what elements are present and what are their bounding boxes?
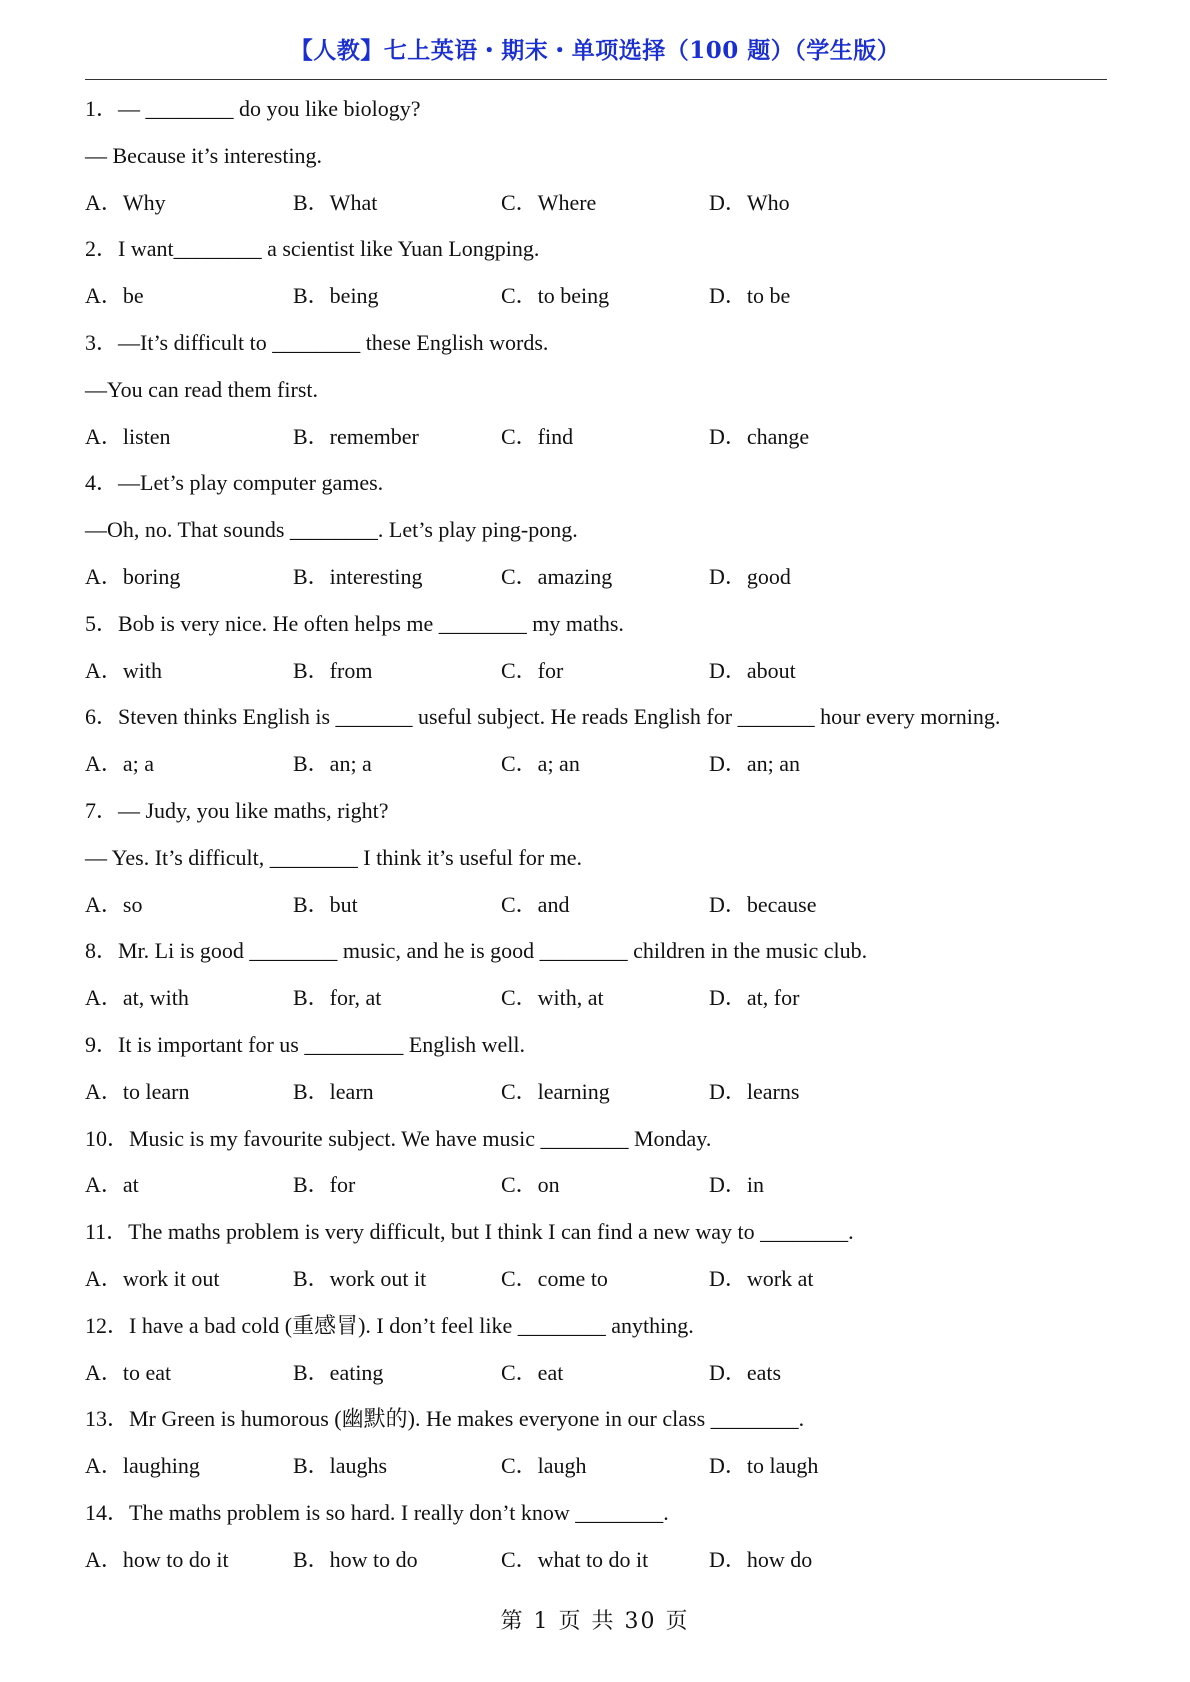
option-a: A．so — [85, 891, 143, 917]
question-14 — [85, 1494, 1115, 1588]
option-a: A．to learn — [85, 1078, 190, 1104]
option-b: B．learn — [293, 1078, 374, 1104]
document-header-title: 【人教】七上英语・期末・单项选择（100 题）（学生版） — [289, 37, 901, 64]
option-d: D．work at — [709, 1265, 814, 1291]
option-b: B．remember — [293, 423, 419, 449]
option-a: A．work it out — [85, 1265, 220, 1291]
option-c: C．amazing — [501, 563, 613, 589]
option-c: C．laugh — [501, 1453, 587, 1479]
question-2 — [85, 230, 1115, 324]
answer-options — [85, 886, 1115, 933]
answer-options — [85, 1541, 1115, 1588]
option-d: D．to be — [709, 283, 791, 309]
option-a: A．listen — [85, 423, 171, 449]
answer-options — [85, 652, 1115, 699]
option-c: C．what to do it — [501, 1546, 649, 1572]
answer-options — [85, 745, 1115, 792]
header-divider — [85, 79, 1107, 80]
option-d: D．to laugh — [709, 1453, 819, 1479]
option-c: C．to being — [501, 283, 610, 309]
option-c: C．a; an — [501, 751, 580, 777]
option-d: D．how do — [709, 1546, 813, 1572]
question-7 — [85, 792, 1115, 932]
answer-options — [85, 1447, 1115, 1494]
option-a: A．at, with — [85, 985, 189, 1011]
option-b: B．an; a — [293, 751, 372, 777]
option-b: B．eating — [293, 1359, 384, 1385]
answer-options — [85, 1354, 1115, 1401]
option-a: A．with — [85, 657, 163, 683]
option-d: D．at, for — [709, 985, 800, 1011]
question-stem: —You can read them first. — [85, 376, 318, 402]
question-stem: 8．Mr. Li is good ________ music, and he is good ________ children in the music club. — [85, 938, 868, 964]
option-b: B．interesting — [293, 563, 423, 589]
option-b: B．What — [293, 189, 378, 215]
question-stem: 7．— Judy, you like maths, right? — [85, 797, 389, 823]
option-c: C．learning — [501, 1078, 610, 1104]
option-d: D．in — [709, 1172, 765, 1198]
option-d: D．good — [709, 563, 791, 589]
option-a: A．be — [85, 283, 144, 309]
option-b: B．how to do — [293, 1546, 418, 1572]
option-c: C．with, at — [501, 985, 604, 1011]
question-stem: 5．Bob is very nice. He often helps me ________ my maths. — [85, 610, 624, 636]
question-stem: 4．—Let’s play computer games. — [85, 470, 384, 496]
option-b: B．for — [293, 1172, 356, 1198]
question-13 — [85, 1400, 1115, 1494]
question-stem: 12．I have a bad cold (重感冒). I don’t feel like ________ anything. — [85, 1312, 694, 1338]
question-stem: 2．I want________ a scientist like Yuan Longping. — [85, 236, 540, 262]
question-stem: — Yes. It’s difficult, ________ I think it’s useful for me. — [85, 844, 583, 870]
question-8 — [85, 932, 1115, 1026]
page-number-footer: 第 1 页 共 30 页 — [500, 1609, 690, 1634]
option-c: C．on — [501, 1172, 560, 1198]
option-a: A．to eat — [85, 1359, 172, 1385]
question-12 — [85, 1307, 1115, 1401]
option-b: B．work out it — [293, 1265, 427, 1291]
question-stem: 13．Mr Green is humorous (幽默的). He makes everyone in our class ________. — [85, 1406, 805, 1432]
option-c: C．find — [501, 423, 574, 449]
question-5 — [85, 605, 1115, 699]
question-stem: 6．Steven thinks English is _______ useful subject. He reads English for _______ hour every morning. — [85, 704, 1001, 730]
question-1 — [85, 90, 1115, 230]
option-b: B．for, at — [293, 985, 382, 1011]
question-stem: 1．— ________ do you like biology? — [85, 96, 421, 121]
option-a: A．laughing — [85, 1453, 200, 1479]
question-stem: —Oh, no. That sounds ________. Let’s play ping-pong. — [85, 517, 578, 543]
question-3 — [85, 324, 1115, 464]
option-d: D．eats — [709, 1359, 782, 1385]
option-a: A．how to do it — [85, 1546, 229, 1572]
answer-options — [85, 277, 1115, 324]
question-6 — [85, 698, 1115, 792]
answer-options — [85, 1073, 1115, 1120]
option-a: A．Why — [85, 189, 166, 215]
option-a: A．at — [85, 1172, 139, 1198]
question-stem: 3．—It’s difficult to ________ these English words. — [85, 329, 549, 355]
option-d: D．learns — [709, 1078, 800, 1104]
answer-options — [85, 1166, 1115, 1213]
option-b: B．laughs — [293, 1453, 388, 1479]
option-c: C．come to — [501, 1265, 608, 1291]
question-11 — [85, 1213, 1115, 1307]
question-stem: — Because it’s interesting. — [85, 142, 323, 168]
option-d: D．about — [709, 657, 796, 683]
option-c: C．and — [501, 891, 570, 917]
question-stem: 14．The maths problem is so hard. I really don’t know ________. — [85, 1499, 669, 1525]
answer-options — [85, 418, 1115, 465]
option-c: C．Where — [501, 189, 597, 215]
option-a: A．boring — [85, 563, 181, 589]
option-a: A．a; a — [85, 751, 155, 777]
answer-options — [85, 558, 1115, 605]
option-d: D．change — [709, 423, 810, 449]
option-b: B．being — [293, 283, 379, 309]
question-10 — [85, 1120, 1115, 1214]
question-9 — [85, 1026, 1115, 1120]
question-stem: 10．Music is my favourite subject. We have music ________ Monday. — [85, 1125, 712, 1151]
answer-options — [85, 184, 1115, 231]
option-d: D．Who — [709, 189, 790, 215]
option-d: D．because — [709, 891, 817, 917]
answer-options — [85, 979, 1115, 1026]
option-c: C．for — [501, 657, 564, 683]
option-d: D．an; an — [709, 751, 801, 777]
question-list — [85, 90, 1115, 1588]
answer-options — [85, 1260, 1115, 1307]
question-stem: 9．It is important for us _________ English well. — [85, 1031, 525, 1057]
option-b: B．from — [293, 657, 373, 683]
option-b: B．but — [293, 891, 358, 917]
question-stem: 11．The maths problem is very difficult, but I think I can find a new way to ________. — [85, 1219, 854, 1245]
question-4 — [85, 464, 1115, 604]
option-c: C．eat — [501, 1359, 564, 1385]
